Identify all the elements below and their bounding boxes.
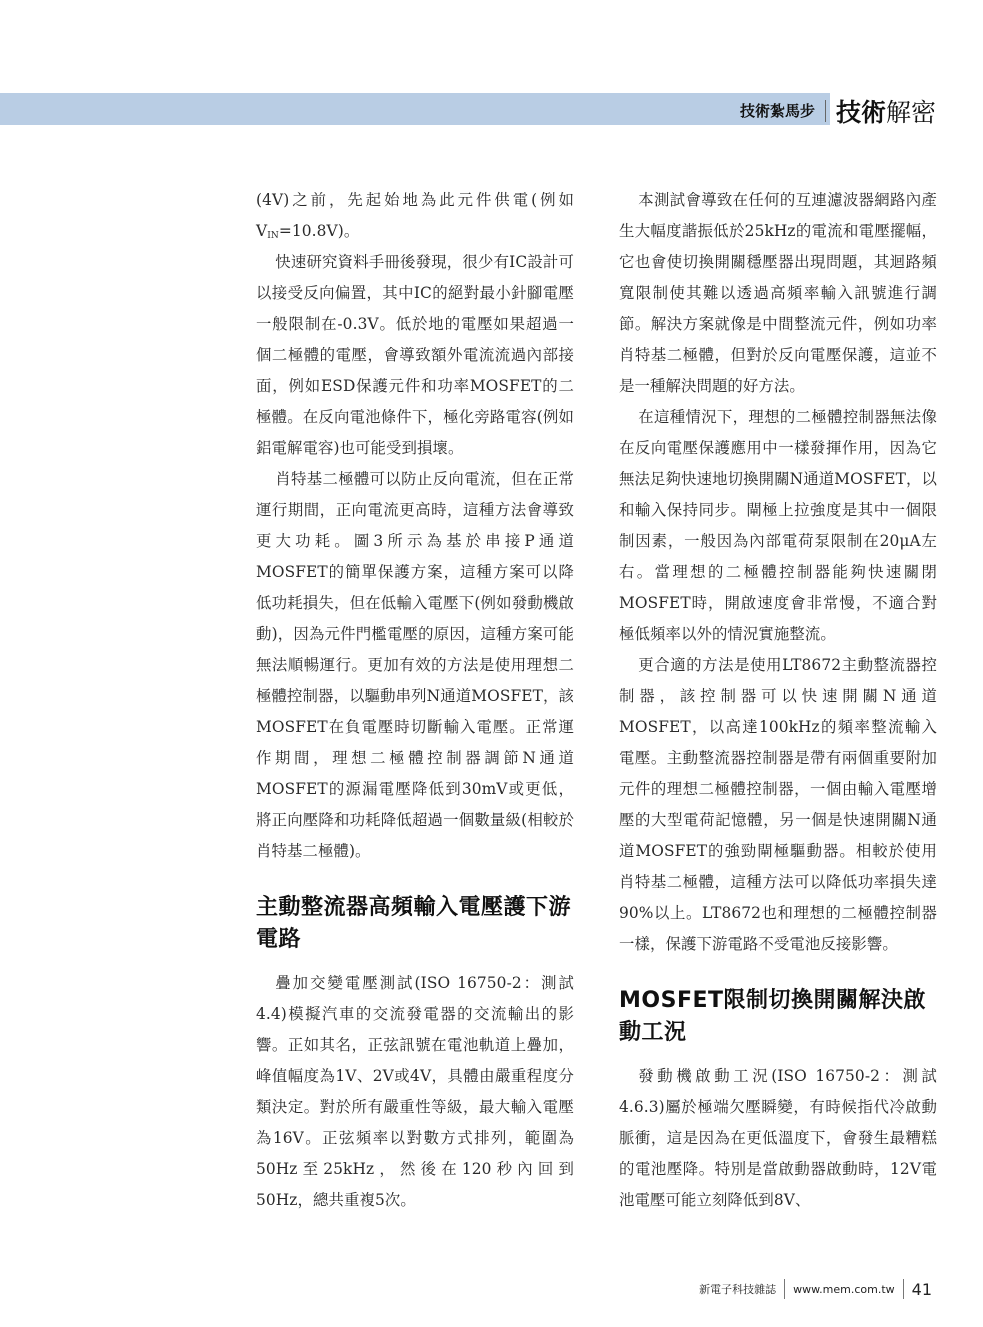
right-column (619, 185, 937, 1216)
column-title-bold: 技術 (835, 98, 886, 127)
paragraph: 更合適的方法是使用LT8672主動整流器控制器，該控制器可以快速開關N通道MOSFET，以高達100kHz的頻率整流輸入電壓。主動整流器控制器是帶有兩個重要附加元件的理想二極體控制器，一個由輸入電壓增壓的大型電荷記憶體，另一個是快速開關N通道MOSFET的強勁閘極驅動器。相較於使用肖特基二極體，這種方法可以降低功率損失達90%以上。LT8672也和理想的二極體控制器一樣，保護下游電路不受電池反接影響。 (619, 656, 937, 953)
header-band (0, 93, 830, 125)
footer-divider (903, 1279, 904, 1299)
footer-divider (784, 1279, 785, 1299)
paragraph: 疊加交變電壓測試(ISO 16750-2：測試4.4)模擬汽車的交流發電器的交流輸出的影響。正如其名，正弦訊號在電池軌道上疊加，峰值幅度為1V、2V或4V，具體由嚴重程度分類決定。對於所有嚴重性等級，最大輸入電壓為16V。正弦頻率以對數方式排列，範圍為50Hz至25kHz，然後在120秒內回到50Hz，總共重複5次。 (256, 974, 574, 1209)
subscript: IN (267, 231, 279, 241)
column-title (836, 98, 936, 128)
paragraph: 發動機啟動工況(ISO 16750-2：測試4.6.3)屬於極端欠壓瞬變，有時候指代冷啟動脈衝，這是因為在更低溫度下，會發生最糟糕的電池壓降。特別是當啟動器啟動時，12V電池電壓可能立刻降低到8V、 (619, 1067, 937, 1209)
paragraph: 肖特基二極體可以防止反向電流，但在正常運行期間，正向電流更高時，這種方法會導致更大功耗。圖3所示為基於串接P通道MOSFET的簡單保護方案，這種方案可以降低功耗損失，但在低輸入電壓下(例如發動機啟動)，因為元件門檻電壓的原因，這種方案可能無法順暢運行。更加有效的方法是使用理想二極體控制器，以驅動串列N通道MOSFET，該MOSFET在負電壓時切斷輸入電壓。正常運作期間，理想二極體控制器調節N通道MOSFET的源漏電壓降低到30mV或更低，將正向壓降和功耗降低超過一個數量級(相較於肖特基二極體)。 (256, 470, 574, 860)
paragraph-text: =10.8V)。 (278, 222, 360, 240)
section-label: 技術紮馬步 (739, 102, 815, 120)
magazine-url: www.mem.com.tw (793, 1282, 895, 1296)
header-divider (825, 100, 826, 122)
paragraph (256, 185, 574, 247)
section-heading: 主動整流器高頻輸入電壓護下游電路 (256, 895, 572, 952)
paragraph-text: (4V)之前，先起始地為此元件供電(例如V (256, 191, 574, 240)
column-title-rest: 解密 (885, 98, 936, 127)
page-footer (699, 1275, 932, 1303)
paragraph: 本測試會導致在任何的互連濾波器網路內產生大幅度諧振低於25kHz的電流和電壓擺幅，它也會使切換開關穩壓器出現問題，其迴路頻寬限制使其難以透過高頻率輸入訊號進行調節。解決方案就像是中間整流元件，例如功率肖特基二極體，但對於反向電壓保護，這並不是一種解決問題的好方法。 (619, 191, 937, 395)
left-column (256, 185, 574, 1216)
running-header (740, 90, 936, 128)
paragraph: 在這種情況下，理想的二極體控制器無法像在反向電壓保護應用中一樣發揮作用，因為它無法足夠快速地切換開關N通道MOSFET，以和輸入保持同步。閘極上拉強度是其中一個限制因素，一般因為內部電荷泵限制在20μA左右。當理想的二極體控制器能夠快速關閉MOSFET時，開啟速度會非常慢，不適合對極低頻率以外的情況實施整流。 (619, 408, 937, 643)
magazine-name: 新電子科技雜誌 (699, 1283, 777, 1296)
section-heading: MOSFET限制切換開關解決啟動工況 (619, 988, 927, 1045)
page-number: 41 (911, 1279, 932, 1299)
paragraph: 快速研究資料手冊後發現，很少有IC設計可以接受反向偏置，其中IC的絕對最小針腳電壓一般限制在-0.3V。低於地的電壓如果超過一個二極體的電壓，會導致額外電流流過內部接面，例如ESD保護元件和功率MOSFET的二極體。在反向電池條件下，極化旁路電容(例如鋁電解電容)也可能受到損壞。 (256, 253, 574, 457)
